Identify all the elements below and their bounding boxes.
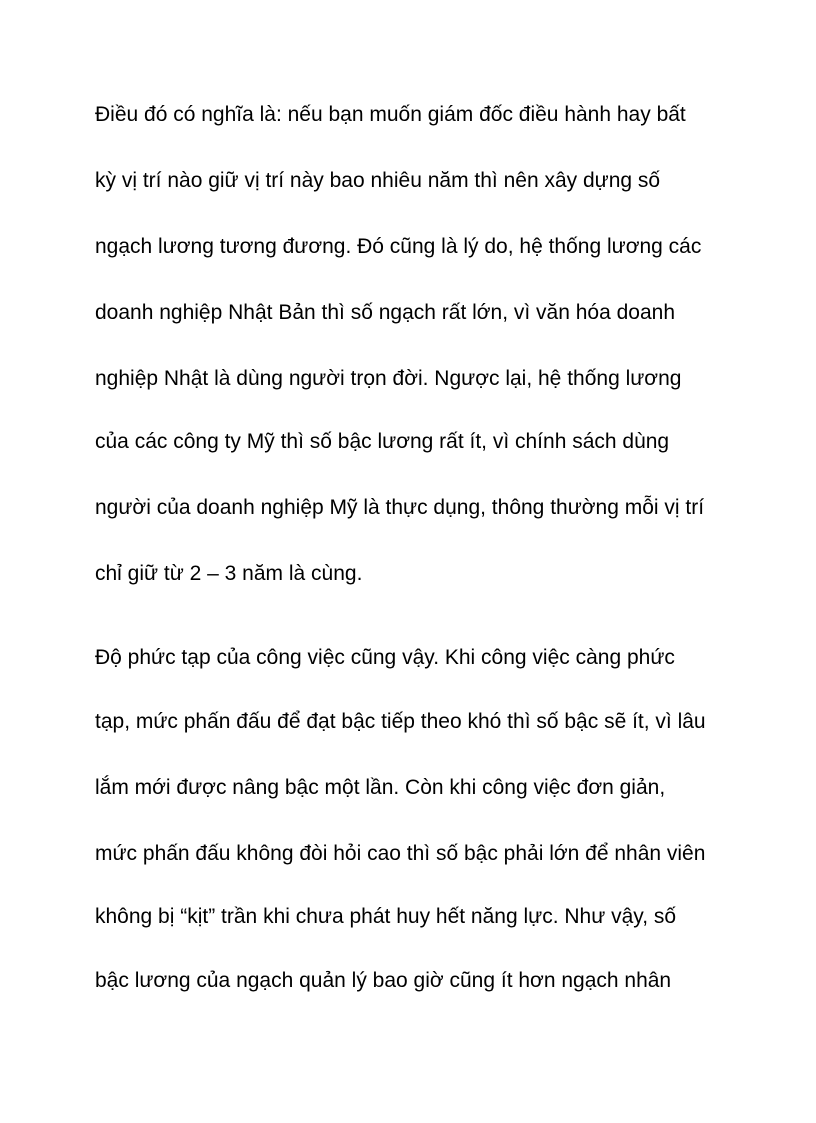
paragraph-1-line-4: doanh nghiệp Nhật Bản thì số ngạch rất lớn, vì văn hóa doanh xyxy=(95,301,676,324)
paragraph-1-line-3: ngạch lương tương đương. Đó cũng là lý do, hệ thống lương các xyxy=(95,235,702,258)
paragraph-1-line-1: Điều đó có nghĩa là: nếu bạn muốn giám đốc điều hành hay bất xyxy=(95,103,686,126)
paragraph-2-line-6: bậc lương của ngạch quản lý bao giờ cũng ít hơn ngạch nhân xyxy=(95,969,672,992)
paragraph-1-line-6: của các công ty Mỹ thì số bậc lương rất ít, vì chính sách dùng xyxy=(95,430,670,453)
paragraph-1-line-2: kỳ vị trí nào giữ vị trí này bao nhiêu năm thì nên xây dựng số xyxy=(95,169,661,192)
paragraph-2-line-5: không bị “kịt” trần khi chưa phát huy hết năng lực. Như vậy, số xyxy=(95,905,677,928)
paragraph-1-line-8: chỉ giữ từ 2 – 3 năm là cùng. xyxy=(95,562,363,585)
paragraph-2-line-3: lắm mới được nâng bậc một lần. Còn khi công việc đơn giản, xyxy=(95,776,666,799)
paragraph-2-line-2: tạp, mức phấn đấu để đạt bậc tiếp theo khó thì số bậc sẽ ít, vì lâu xyxy=(95,710,706,733)
paragraph-2-line-1: Độ phức tạp của công việc cũng vậy. Khi công việc càng phức xyxy=(95,646,675,669)
paragraph-1-line-7: người của doanh nghiệp Mỹ là thực dụng, thông thường mỗi vị trí xyxy=(95,496,705,519)
paragraph-2-line-4: mức phấn đấu không đòi hỏi cao thì số bậc phải lớn để nhân viên xyxy=(95,842,706,865)
paragraph-1-line-5: nghiệp Nhật là dùng người trọn đời. Ngược lại, hệ thống lương xyxy=(95,367,682,390)
